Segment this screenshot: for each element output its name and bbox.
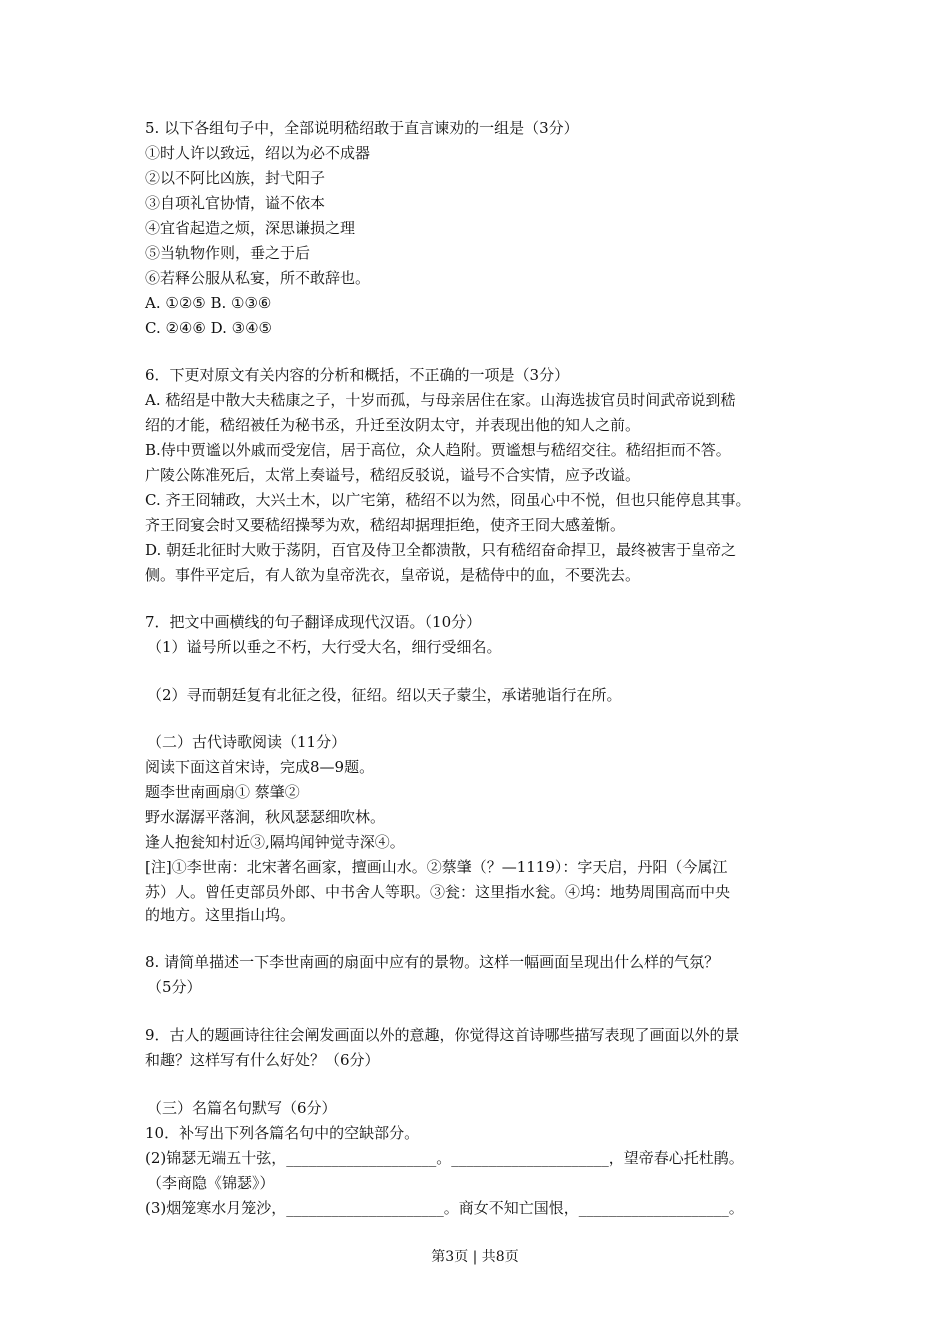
q8-line: （5分） xyxy=(147,978,202,996)
q10-line: (3)烟笼寒水月笼沙，_____________________。商女不知亡国恨，____________________。 xyxy=(145,1199,744,1217)
q5-option: C. ②④⑥ D. ③④⑤ xyxy=(145,319,272,337)
q6-line: 绍的才能，嵇绍被任为秘书丞，升迁至汝阴太守，并表现出他的知人之前。 xyxy=(145,416,641,434)
section-heading: （三）名篇名句默写（6分） xyxy=(147,1099,337,1117)
q6-line: B.侍中贾谧以外戚而受宠信，居于高位，众人趋附。贾谧想与嵇绍交往。嵇绍拒而不答。 xyxy=(145,441,731,459)
poetry-intro: 阅读下面这首宋诗，完成8—9题。 xyxy=(145,758,375,776)
q10-line: (2)锦瑟无端五十弦，____________________。_____________________，望帝春心托杜鹃。 xyxy=(145,1149,744,1167)
q7-sentence-2: （2）寻而朝廷复有北征之役，征绍。绍以天子蒙尘，承诺驰诣行在所。 xyxy=(147,686,622,704)
q6-line: 广陵公陈准死后，太常上奏谥号，嵇绍反驳说，谥号不合实情，应予改谥。 xyxy=(145,466,641,484)
q8-line: 8. 请简单描述一下李世南画的扇面中应有的景物。这样一幅画面呈现出什么样的气氛？ xyxy=(145,953,720,971)
q9-line: 和趣？这样写有什么好处？（6分） xyxy=(145,1051,380,1069)
section-heading: （二）古代诗歌阅读（11分） xyxy=(147,733,347,751)
q9-line: 9．古人的题画诗往往会阐发画面以外的意趣，你觉得这首诗哪些描写表现了画面以外的景 xyxy=(145,1026,740,1044)
q5-item: ⑤当轨物作则，垂之于后 xyxy=(145,244,311,262)
q5-option: A. ①②⑤ B. ①③⑥ xyxy=(145,294,272,312)
q5-item: ④宜省起造之烦，深思谦损之理 xyxy=(145,219,356,237)
q10-source: （李商隐《锦瑟》） xyxy=(147,1174,275,1192)
poem-note: 的地方。这里指山坞。 xyxy=(145,906,296,924)
poem-verse: 逢人抱瓮知村近③,隔坞闻钟觉寺深④。 xyxy=(145,833,405,851)
q5-item: ⑥若释公服从私宴，所不敢辞也。 xyxy=(145,269,371,287)
q6-line: 齐王冏宴会时又要嵇绍操琴为欢，嵇绍却据理拒绝，使齐王冏大感羞惭。 xyxy=(145,516,626,534)
poem-note: 苏）人。曾任吏部员外郎、中书舍人等职。③瓮：这里指水瓮。④坞：地势周围高而中央 xyxy=(145,883,731,901)
q5-item: ②以不阿比凶族，封弋阳子 xyxy=(145,169,326,187)
q7-sentence-1: （1）谥号所以垂之不朽，大行受大名，细行受细名。 xyxy=(147,638,502,656)
poem-verse: 野水潺潺平落涧，秋风瑟瑟细吹林。 xyxy=(145,808,386,826)
page-footer: 第3页 | 共8页 xyxy=(431,1249,519,1265)
q5-item: ③自项礼官协情，谥不依本 xyxy=(145,194,326,212)
q6-line: A. 嵇绍是中散大夫嵇康之子，十岁而孤，与母亲居住在家。山海选拔官员时间武帝说到嵇 xyxy=(145,391,736,409)
q10-stem: 10．补写出下列各篇名句中的空缺部分。 xyxy=(145,1124,420,1142)
q5-item: ①时人许以致远，绍以为必不成器 xyxy=(145,144,371,162)
poem-note: [注]①李世南：北宋著名画家，擅画山水。②蔡肇（？—1119）：字天启，丹阳（今属江 xyxy=(145,858,728,876)
q5-stem: 5. 以下各组句子中，全部说明嵇绍敢于直言谏劝的一组是（3分） xyxy=(145,119,579,137)
poem-title: 题李世南画扇① 蔡肇② xyxy=(145,783,300,801)
q6-line: 侧。事件平定后，有人欲为皇帝洗衣，皇帝说，是嵇侍中的血，不要洗去。 xyxy=(145,566,641,584)
q6-line: C. 齐王冏辅政，大兴土木，以广宅第，嵇绍不以为然，冏虽心中不悦，但也只能停息其事。 xyxy=(145,491,751,509)
q6-line: D. 朝廷北征时大败于荡阴，百官及侍卫全都溃散，只有嵇绍奋命捍卫，最终被害于皇帝之 xyxy=(145,541,737,559)
q7-stem: 7．把文中画横线的句子翻译成现代汉语。（10分） xyxy=(145,613,482,631)
q6-stem: 6．下更对原文有关内容的分析和概括，不正确的一项是（3分） xyxy=(145,366,570,384)
